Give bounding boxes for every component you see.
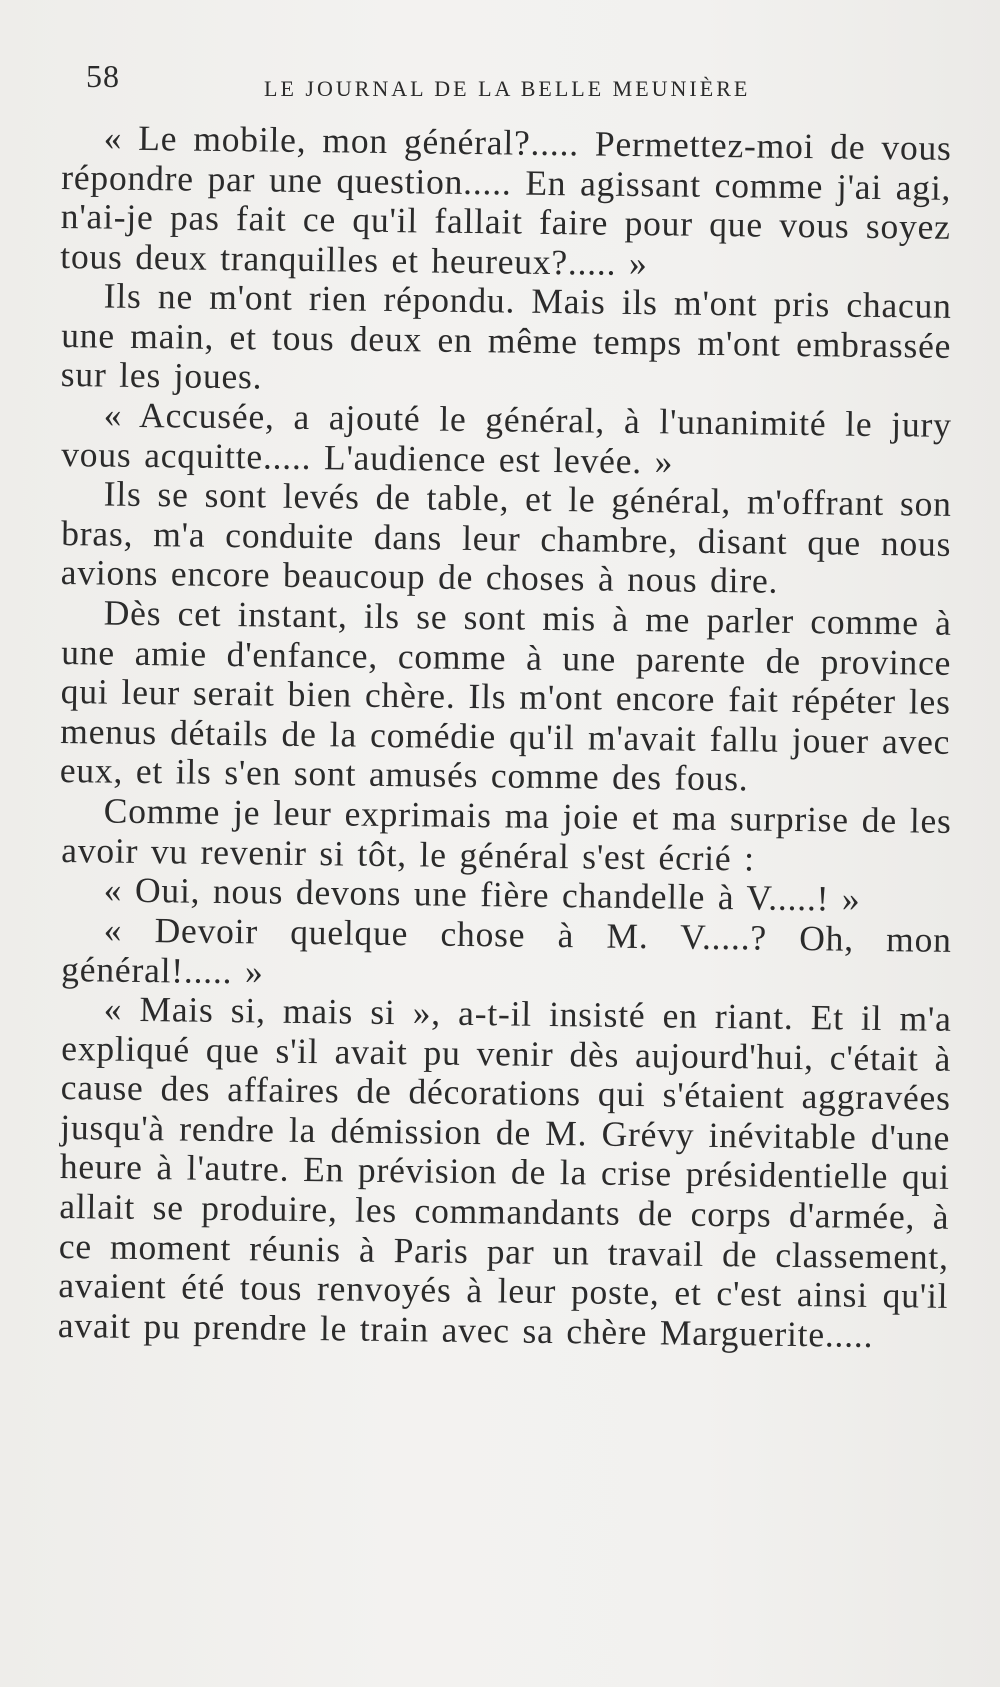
paragraph: Ils ne m'ont rien répondu. Mais ils m'ont pris chacun une main, et tous deux en même temps m'ont embrassée sur les joues. <box>60 275 952 398</box>
body-text <box>57 117 952 1355</box>
paragraph: Ils se sont levés de table, et le général, m'offrant son bras, m'a conduite dans leur chambre, disant que nous avions encore beaucoup de choses à nous dire. <box>60 473 952 602</box>
paragraph: « Le mobile, mon général?..... Permettez-moi de vous répondre par une question..... En agissant comme j'ai agi, n'ai-je pas fait ce qu'il fallait faire pour que vous soyez tous deux tranquilles et heureux?..... » <box>60 117 952 283</box>
paragraph: Dès cet instant, ils se sont mis à me parler comme à une amie d'enfance, comme à une parente de province qui leur serait bien chère. Ils m'ont encore fait répéter les menus détails de la comédie qu'il m'avait fallu jouer avec eux, et ils s'en sont amusés comme des fous. <box>59 592 952 799</box>
paragraph: « Oui, nous devons une fière chandelle à V.....! » <box>103 869 861 920</box>
page-number: 58 <box>86 58 120 94</box>
paragraph: « Accusée, a ajouté le général, à l'unanimité le jury vous acquitte..... L'audience est levée. » <box>61 394 952 482</box>
paragraph: « Mais si, mais si », a-t-il insisté en riant. Et il m'a expliqué que s'il avait pu venir dès aujourd'hui, c'était à cause des affaires de décorations qui s'étaient aggravées jusqu'à rendre la démission de M. Grévy inévitable d'une heure à l'autre. En prévision de la crise présidentielle qui allait se produire, les commandants de corps d'armée, à ce moment réunis à Paris par un travail de classement, avaient été tous renvoyés à leur poste, et c'est ainsi qu'il avait pu prendre le train avec sa chère Marguerite..... <box>57 988 952 1355</box>
paragraph: Comme je leur exprimais ma joie et ma surprise de les avoir vu revenir si tôt, le général s'est écrié : <box>61 790 952 879</box>
page-header <box>86 58 930 108</box>
paragraph: « Devoir quelque chose à M. V.....? Oh, mon général!..... » <box>61 909 952 991</box>
running-title: LE JOURNAL DE LA BELLE MEUNIÈRE <box>264 76 751 101</box>
